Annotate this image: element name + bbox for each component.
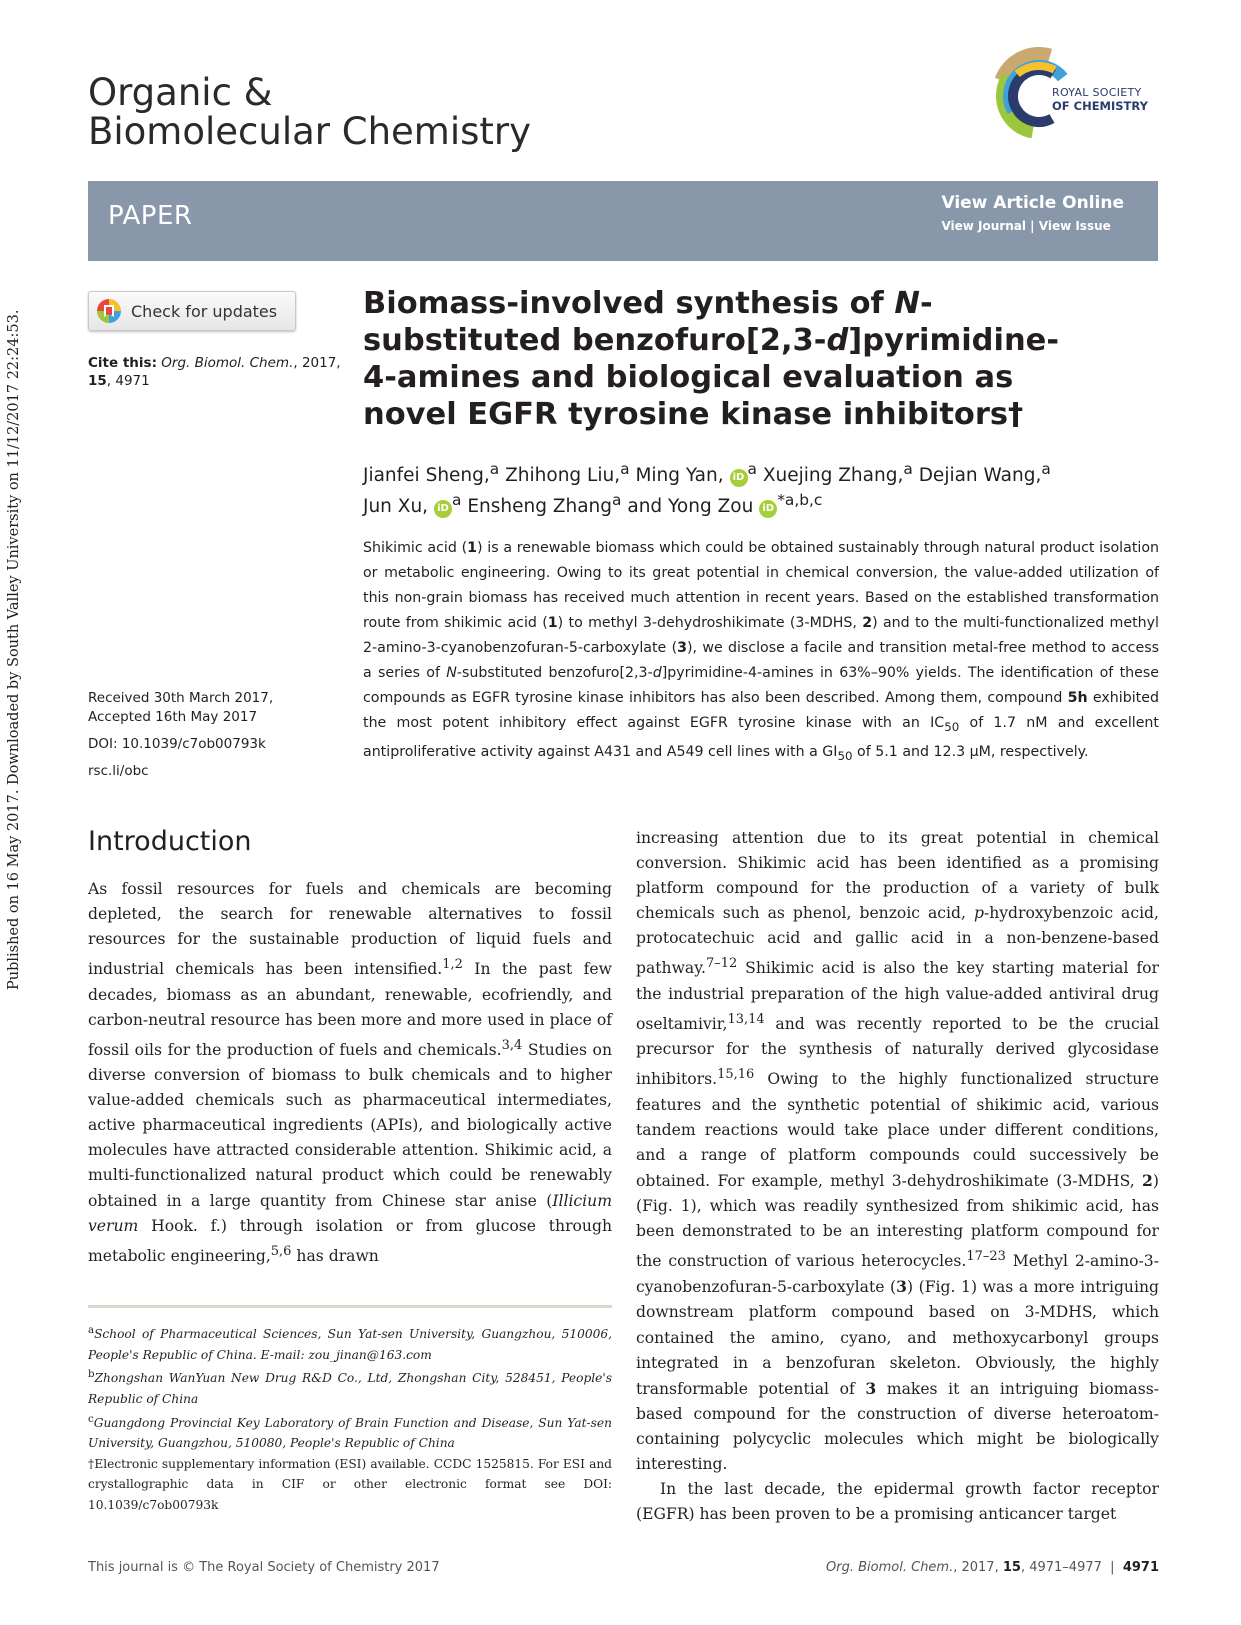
article-title-part: ]pyrimidine-4-amines and biological evaluation as novel EGFR tyrosine kinase inhibitors† — [363, 323, 1060, 432]
cite-volume: 15 — [88, 373, 107, 389]
affiliation-c: $^c$Guangdong Provincial Key Laboratory of Brain Function and Disease, Sun Yat-sen University, Guangzhou, 510080, People's Republic of China — [88, 1413, 612, 1451]
reference-link[interactable]: 17–23 — [966, 1249, 1006, 1265]
journal-title-line1: Organic & — [88, 71, 273, 114]
article-title-italic: N — [894, 286, 920, 321]
body-paragraph: In the last decade, the epidermal growth factor receptor (EGFR) has been proven to be a promising anticancer target — [636, 1480, 1159, 1524]
journal-title-line2: Biomolecular Chemistry — [88, 110, 532, 153]
journal-short-link[interactable]: rsc.li/obc — [88, 763, 149, 779]
view-issue-link[interactable]: View Issue — [1038, 219, 1111, 233]
abstract: Shikimic acid (1) is a renewable biomass which could be obtained sustainably through natural product isolation or metabolic engineering. Owing to its great potential in chemical conversion, the value-added utilization of this non-grain biomass has received much attention in recent years. Based on the established transformation route from shikimic acid (1) to methyl 3-dehydroshikimate (3-MDHS, 2) and to the multi-functionalized methyl 2-amino-3-cyanobenzofuran-5-carboxylate (3), we disclose a facile and transition metal-free method to access a series of N-substituted benzofuro[2,3-d]pyrimidine-4-amines in 63%–90% yields. The identification of these compounds as EGFR tyrosine kinase inhibitors has also been described. Among them, compound 5h exhibited the most potent inhibitory effect against EGFR tyrosine kinase with an $IC_{50}$ of 1.7 nM and excellent antiproliferative activity against A431 and A549 cell lines with a $GI_{50}$ of 5.1 and 12.3 μM, respectively. — [363, 540, 1159, 763]
download-watermark-text: Published on 16 May 2017. Downloaded by South Valley University on 11/12/2017 22:24:53. — [6, 309, 22, 990]
accepted-date: Accepted 16th May 2017 — [88, 709, 258, 725]
body-column-left — [88, 877, 612, 1269]
cite-page: , 4971 — [106, 373, 150, 389]
body-column-right — [636, 826, 1159, 1527]
esi-note: †Electronic supplementary information (ESI) available. CCDC 1525815. For ESI and crystallographic data in CIF or other electronic format see DOI: 10.1039/c7ob00793k — [88, 1456, 612, 1512]
reference-link[interactable]: 15,16 — [717, 1067, 755, 1083]
download-watermark — [4, 309, 34, 990]
citation — [88, 354, 348, 390]
orcid-icon[interactable]: iD — [730, 469, 748, 487]
rsc-logo-line2: OF CHEMISTRY — [1052, 99, 1148, 113]
introduction-heading: Introduction — [88, 826, 252, 857]
view-article-online-link[interactable]: View Article Online — [941, 193, 1124, 213]
check-for-updates-button[interactable] — [88, 291, 296, 331]
view-journal-link[interactable]: View Journal — [941, 219, 1026, 233]
article-title-part: -substituted benzofuro[2,3- — [363, 286, 933, 358]
author-list — [363, 457, 1183, 519]
banner-sublinks — [941, 219, 1124, 233]
journal-title — [88, 73, 708, 151]
cite-year: , 2017, — [293, 355, 341, 371]
rsc-logo-line1: ROYAL SOCIETY — [1052, 86, 1142, 99]
cite-label: Cite this: — [88, 355, 157, 371]
author[interactable]: Zhihong Liu,$^a$ — [505, 460, 630, 487]
author[interactable]: Xuejing Zhang,$^a$ — [762, 460, 913, 487]
orcid-icon[interactable]: iD — [759, 500, 777, 518]
author[interactable]: Ensheng Zhang$^a$ — [467, 491, 622, 518]
article-dates — [88, 689, 348, 781]
reference-link[interactable]: 13,14 — [727, 1011, 765, 1027]
affiliation-a: $^a$School of Pharmaceutical Sciences, Sun Yat-sen University, Guangzhou, 510006, People's Republic of China. E-mail: zou_jinan@163.com — [88, 1325, 612, 1362]
author[interactable]: Dejian Wang,$^a$ — [918, 460, 1051, 487]
received-date: Received 30th March 2017, — [88, 690, 274, 706]
footer-copyright: This journal is © The Royal Society of Chemistry 2017 — [88, 1560, 440, 1575]
banner-separator: | — [1030, 219, 1035, 233]
rsc-logo-text — [1052, 86, 1148, 113]
cite-journal: Org. Biomol. Chem. — [161, 355, 294, 371]
banner-links — [941, 193, 1124, 233]
article-type: PAPER — [108, 201, 193, 231]
article-title-part: Biomass-involved synthesis of — [363, 286, 895, 321]
body-paragraph: increasing attention due to its great potential in chemical conversion. Shikimic acid has been identified as a promising platform compound for the production of a variety of bulk chemicals such as phenol, benzoic acid, p-hydroxybenzoic acid, protocatechuic acid and gallic acid in a non-benzene-based pathway.$^{7-12}$ Shikimic acid is also the key starting material for the industrial preparation of the high value-added antiviral drug oseltamivir,$^{13,14}$ and was recently reported to be the crucial precursor for the synthesis of naturally derived glycosidase inhibitors.$^{15,16}$ Owing to the highly functionalized structure features and the synthetic potential of shikimic acid, various tandem reactions would take place under different conditions, and a range of platform compounds could successively be obtained. For example, methyl 3-dehydroshikimate (3-MDHS, 2) (Fig. 1), which was readily synthesized from shikimic acid, has been demonstrated to be an interesting platform compound for the construction of various heterocycles.$^{17-23}$ Methyl 2-amino-3-cyanobenzofuran-5-carboxylate (3) (Fig. 1) was a more intriguing downstream platform compound based on 3-MDHS, which contained the amino, cyano, and methoxycarbonyl groups integrated in a benzofuran skeleton. Obviously, the highly transformable potential of 3 makes it an intriguing biomass-based compound for the construction of diverse heteroatom-containing polycyclic molecules which might be biologically interesting. — [636, 829, 1159, 1473]
article-title-italic: d — [826, 323, 849, 358]
reference-link[interactable]: 1,2 — [442, 957, 463, 973]
article-banner — [88, 181, 1158, 261]
crossmark-icon — [97, 299, 121, 323]
body-paragraph: As fossil resources for fuels and chemicals are becoming depleted, the search for renewable alternatives to fossil resources for the sustainable production of liquid fuels and industrial chemicals has been intensified.$^{1,2}$ In the past few decades, biomass as an abundant, renewable, ecofriendly, and carbon-neutral resource has been more and more used in place of fossil oils for the production of fuels and chemicals.$^{3,4}$ Studies on diverse conversion of biomass to bulk chemicals and to higher value-added chemicals such as pharmaceutical intermediates, active pharmaceutical ingredients (APIs), and biologically active molecules have attracted considerable attention. Shikimic acid, a multi-functionalized natural product which could be renewably obtained in a large quantity from Chinese star anise (Illicium verum Hook. f.) through isolation or from glucose through metabolic engineering,$^{5,6}$ has drawn — [88, 880, 612, 1265]
reference-link[interactable]: 5,6 — [270, 1243, 292, 1259]
author[interactable]: Ming Yan, iD $^a$ — [635, 460, 757, 487]
affiliation-b: $^b$Zhongshan WanYuan New Drug R&D Co., Ltd, Zhongshan City, 528451, People's Republic of China — [88, 1369, 612, 1406]
author[interactable]: Jun Xu, iD $^a$ — [363, 491, 462, 518]
reference-link[interactable]: 7–12 — [705, 956, 738, 972]
reference-link[interactable]: 3,4 — [501, 1037, 523, 1053]
author[interactable]: and Yong Zou iD $^{*a,b,c}$ — [627, 491, 823, 518]
rsc-logo — [987, 44, 1162, 154]
footnote-divider — [88, 1305, 612, 1308]
page-number: 4971 — [1122, 1560, 1159, 1575]
orcid-icon[interactable]: iD — [434, 500, 452, 518]
article-title — [363, 285, 1083, 433]
check-for-updates-label: Check for updates — [131, 301, 278, 321]
author[interactable]: Jianfei Sheng,$^a$ — [363, 460, 500, 487]
footnotes — [88, 1321, 612, 1516]
doi: DOI: 10.1039/c7ob00793k — [88, 736, 266, 752]
footer-citation: Org. Biomol. Chem., 2017, 15, 4971–4977 | 4971 — [826, 1560, 1159, 1575]
